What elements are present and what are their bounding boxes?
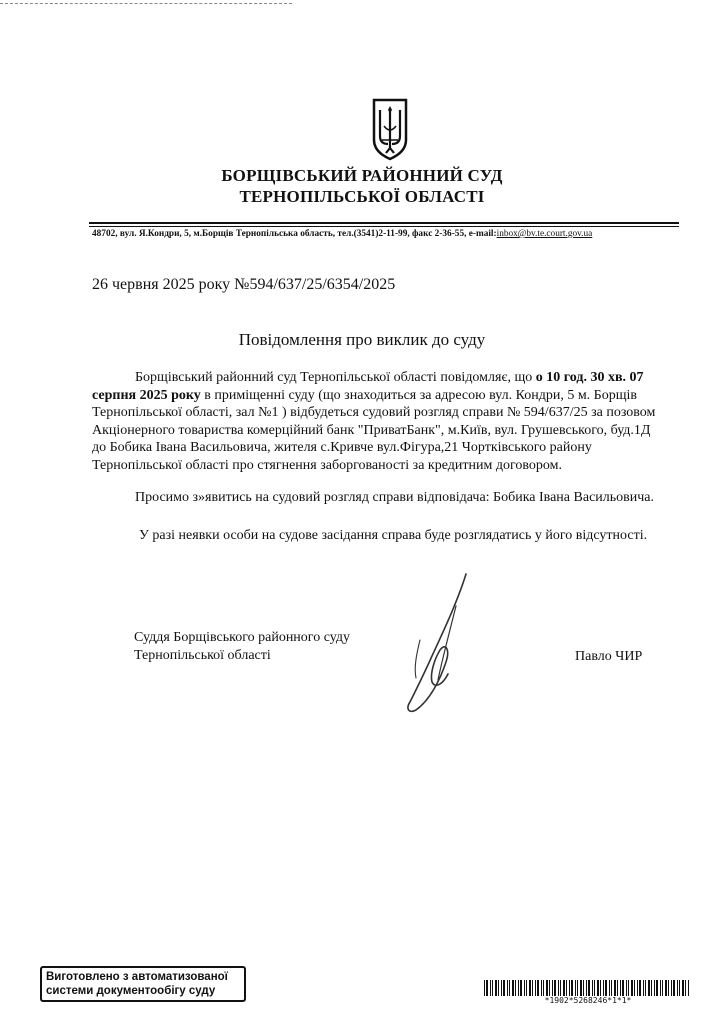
barcode-bar (501, 980, 502, 996)
barcode-bar (546, 980, 548, 996)
summons-text: Борщівський районний суд Тернопільської області повідомляє, що (135, 370, 536, 385)
barcode-bar (597, 980, 599, 996)
barcode-bar (626, 980, 627, 996)
barcode-bar (617, 980, 618, 996)
summons-line-2 (92, 387, 692, 405)
barcode-bar (535, 980, 536, 996)
barcode-bar (552, 980, 553, 996)
hearing-date: серпня 2025 року (92, 387, 201, 403)
barcode-bar (512, 980, 514, 996)
barcode-bar (558, 980, 559, 996)
barcode-bar (614, 980, 616, 996)
barcode-bar (673, 980, 675, 996)
barcode-bar (524, 980, 525, 996)
barcode-bar (498, 980, 499, 996)
barcode-bar (571, 980, 573, 996)
barcode-bar (503, 980, 505, 996)
ukraine-trident-emblem (370, 96, 410, 162)
barcode-bar (518, 980, 519, 996)
barcode-bar (639, 980, 641, 996)
handwritten-signature (380, 570, 490, 720)
court-name-line1: БОРЩІВСЬКИЙ РАЙОННИЙ СУД (221, 166, 503, 185)
barcode-bar (665, 980, 667, 996)
date-and-number: 26 червня 2025 року №594/637/25/6354/2025 (92, 276, 396, 293)
barcode-bar (648, 980, 650, 996)
barcode-bar (554, 980, 556, 996)
barcode-bar (588, 980, 590, 996)
paragraph-request (92, 489, 724, 507)
notice-title: Повідомлення про виклик до суду (238, 330, 486, 349)
summons-line-3: Тернопільської області, зал №1 ) відбудеться судовий розгляд справи № 594/637/25 за позовом (92, 405, 656, 420)
barcode-bar (611, 980, 612, 996)
barcode-bar (671, 980, 672, 996)
barcode-bar (520, 980, 522, 996)
barcode-bar (677, 980, 678, 996)
barcode-bar (679, 980, 680, 996)
paragraph-absence (92, 527, 724, 545)
barcode-bar (566, 980, 567, 996)
barcode-bar (577, 980, 578, 996)
judge-position (134, 629, 350, 665)
barcode-bar (637, 980, 638, 996)
absence-text: У разі неявки особи на судове засідання справа буде розглядатись у його відсутності. (139, 528, 648, 543)
document-barcode (484, 980, 692, 996)
barcode-bar (688, 980, 689, 996)
barcode-bar (594, 980, 595, 996)
court-address (92, 229, 592, 239)
barcode-bar (603, 980, 604, 996)
barcode-bar (541, 980, 542, 996)
barcode-bar (543, 980, 544, 996)
barcode-bar (668, 980, 669, 996)
barcode-bar (563, 980, 565, 996)
barcode-bar (622, 980, 624, 996)
barcode-bar (605, 980, 607, 996)
stamp-line1: Виготовлено з автоматизованої (46, 971, 228, 983)
barcode-bar (654, 980, 655, 996)
header-rule (89, 222, 679, 224)
barcode-bar (549, 980, 550, 996)
judge-position-line2: Тернопільської області (134, 648, 271, 663)
paragraph-summons (92, 369, 692, 474)
barcode-bar (529, 980, 531, 996)
summons-line-4: Акціонерного товариства комерційний банк "ПриватБанк", м.Київ, вул. Грушевського, буд.1Д (92, 422, 651, 438)
barcode-bar (507, 980, 508, 996)
barcode-bar (600, 980, 601, 996)
barcode-bar (583, 980, 584, 996)
barcode-bar (656, 980, 658, 996)
barcode-bar (575, 980, 576, 996)
barcode-bar (660, 980, 661, 996)
barcode-bar (634, 980, 635, 996)
email-link[interactable]: inbox@bv.te.court.gov.ua (496, 229, 593, 239)
judge-name: Павло ЧИР (575, 649, 643, 664)
barcode-bar (592, 980, 593, 996)
summons-text: в приміщенні суду (що знаходиться за адресою вул. Кондри, 5 м. Борщів (200, 387, 637, 403)
barcode-bar (532, 980, 533, 996)
hearing-time: о 10 год. 30 хв. 07 (535, 370, 644, 385)
barcode-bar (495, 980, 497, 996)
barcode-bar (586, 980, 587, 996)
barcode-bar (515, 980, 516, 996)
barcode-bar (651, 980, 652, 996)
barcode-bar (492, 980, 493, 996)
barcode-bar (560, 980, 561, 996)
barcode-bar (609, 980, 610, 996)
barcode-bar (580, 980, 582, 996)
summons-line-1 (92, 369, 692, 387)
header-rule-thin (89, 226, 679, 227)
barcode-bar (509, 980, 510, 996)
automated-system-stamp (40, 966, 246, 1002)
barcode-bar (643, 980, 644, 996)
barcode-number: *1902*5268246*1*1* (544, 996, 632, 1005)
court-name-line2: ТЕРНОПІЛЬСЬКОЇ ОБЛАСТІ (239, 187, 485, 206)
barcode-bar (645, 980, 646, 996)
barcode-bar (490, 980, 491, 996)
barcode-bar (685, 980, 686, 996)
top-dashed-line (0, 3, 292, 4)
summons-line-6: Тернопільської області про стягнення заборгованості за кредитним договором. (92, 457, 562, 473)
address-text: 48702, вул. Я.Кондри, 5, м.Борщів Тернопільська область, тел.(3541)2-11-99, факс 2-36-55, e-mail: (92, 229, 497, 239)
barcode-bar (537, 980, 539, 996)
barcode-bar (620, 980, 621, 996)
summons-line-5: до Бобика Івана Васильовича, жителя с.Кривче вул.Фігура,21 Чортківського району (92, 440, 592, 455)
barcode-bar (526, 980, 527, 996)
barcode-bar (682, 980, 684, 996)
barcode-bar (662, 980, 663, 996)
stamp-line2: системи документообігу суду (46, 985, 216, 997)
judge-position-line1: Суддя Борщівського районного суду (134, 630, 350, 645)
request-text: Просимо з»явитись на судовий розгляд справи відповідача: Бобика Івана Васильовича. (135, 490, 654, 505)
barcode-bar (628, 980, 629, 996)
barcode-bar (569, 980, 570, 996)
barcode-bar (631, 980, 633, 996)
barcode-bar (484, 980, 485, 996)
barcode-bar (486, 980, 488, 996)
